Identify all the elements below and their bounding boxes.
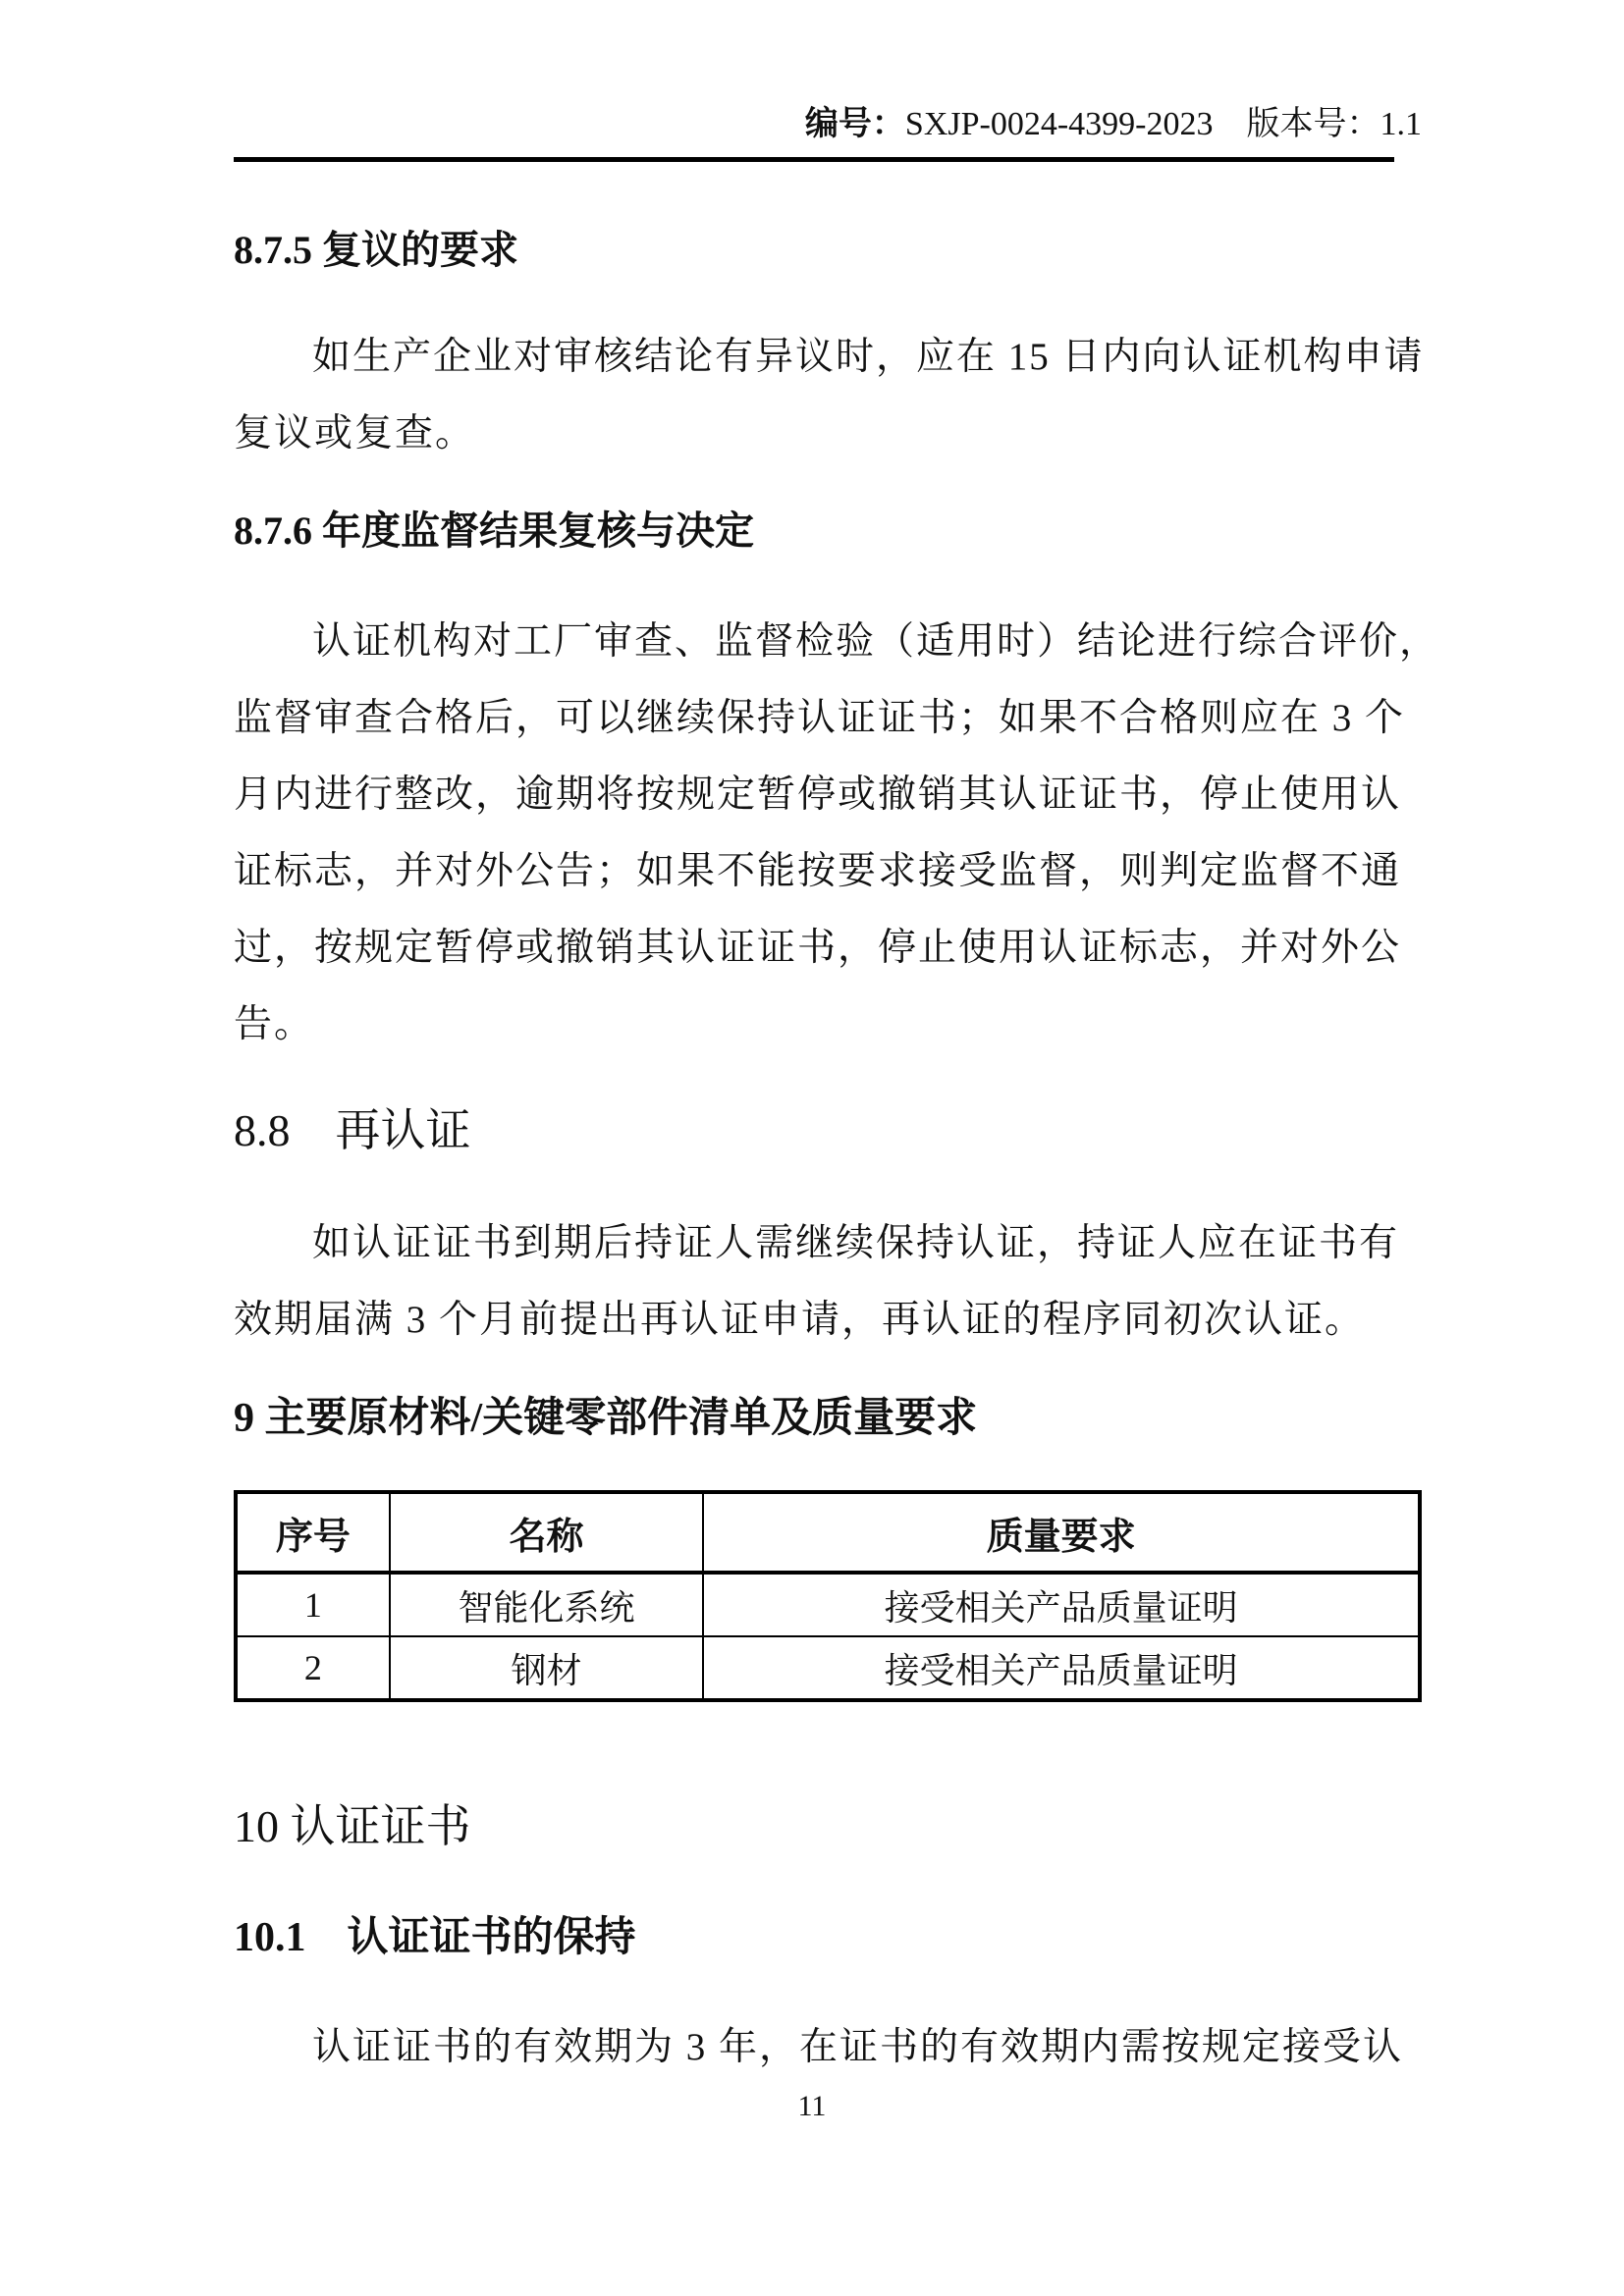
heading-10-1: 10.1 认证证书的保持 [234,1915,636,1960]
paragraph-line: 如认证证书到期后持证人需继续保持认证，持证人应在证书有 [312,1222,1400,1264]
col-header-index: 序号 [236,1492,390,1573]
cell-requirement: 接受相关产品质量证明 [703,1573,1420,1636]
doc-version-label: 版本号： [1246,106,1380,142]
materials-table [234,1490,1422,1702]
cell-name: 智能化系统 [390,1573,704,1636]
materials-table-wrap [234,1490,1422,1702]
heading-8-8: 8.8 再认证 [234,1105,471,1155]
table-row [236,1636,1420,1700]
paragraph-8-7-6 [234,604,1440,1063]
heading-8-7-6: 8.7.6 年度监督结果复核与决定 [234,508,754,553]
cell-name: 钢材 [390,1636,704,1700]
heading-9: 9 主要原材料/关键零部件清单及质量要求 [234,1396,978,1441]
doc-version-value: 1.1 [1380,106,1422,142]
paragraph-line: 效期届满 3 个月前提出再认证申请，再认证的程序同初次认证。 [234,1299,1366,1341]
paragraph-8-8 [234,1205,1422,1359]
paragraph-line: 认证证书的有效期为 3 年，在证书的有效期内需按规定接受认 [312,2026,1404,2068]
heading-8-7-5: 8.7.5 复议的要求 [234,228,518,272]
doc-code-label: 编号： [804,106,905,142]
paragraph-line: 认证机构对工厂审查、监督检验（适用时）结论进行综合评价， [312,620,1440,663]
cell-requirement: 接受相关产品质量证明 [703,1636,1420,1700]
header-divider-rule [234,157,1394,162]
table-header-row [236,1492,1420,1573]
paragraph-line: 复议或复查。 [234,412,476,454]
paragraph-line: 如生产企业对审核结论有异议时，应在 15 日内向认证机构申请 [312,336,1425,378]
page-number: 11 [797,2090,827,2122]
table-row [236,1573,1420,1636]
paragraph-line: 证标志，并对外公告；如果不能按要求接受监督，则判定监督不通 [234,850,1402,892]
paragraph-8-7-5 [234,319,1425,472]
paragraph-line: 监督审查合格后，可以继续保持认证证书；如果不合格则应在 3 个 [234,697,1406,739]
paragraph-10-1 [234,2009,1422,2086]
col-header-name: 名称 [390,1492,704,1573]
heading-10: 10 认证证书 [234,1801,471,1851]
cell-index: 2 [236,1636,390,1700]
col-header-requirement: 质量要求 [703,1492,1420,1573]
document-header [234,0,1422,147]
paragraph-line: 过，按规定暂停或撤销其认证证书，停止使用认证标志，并对外公 [234,927,1402,969]
doc-code-value: SXJP-0024-4399-2023 [904,106,1214,142]
paragraph-line: 月内进行整改，逾期将按规定暂停或撤销其认证证书，停止使用认 [234,774,1402,816]
cell-index: 1 [236,1573,390,1636]
paragraph-line: 告。 [234,1003,315,1045]
